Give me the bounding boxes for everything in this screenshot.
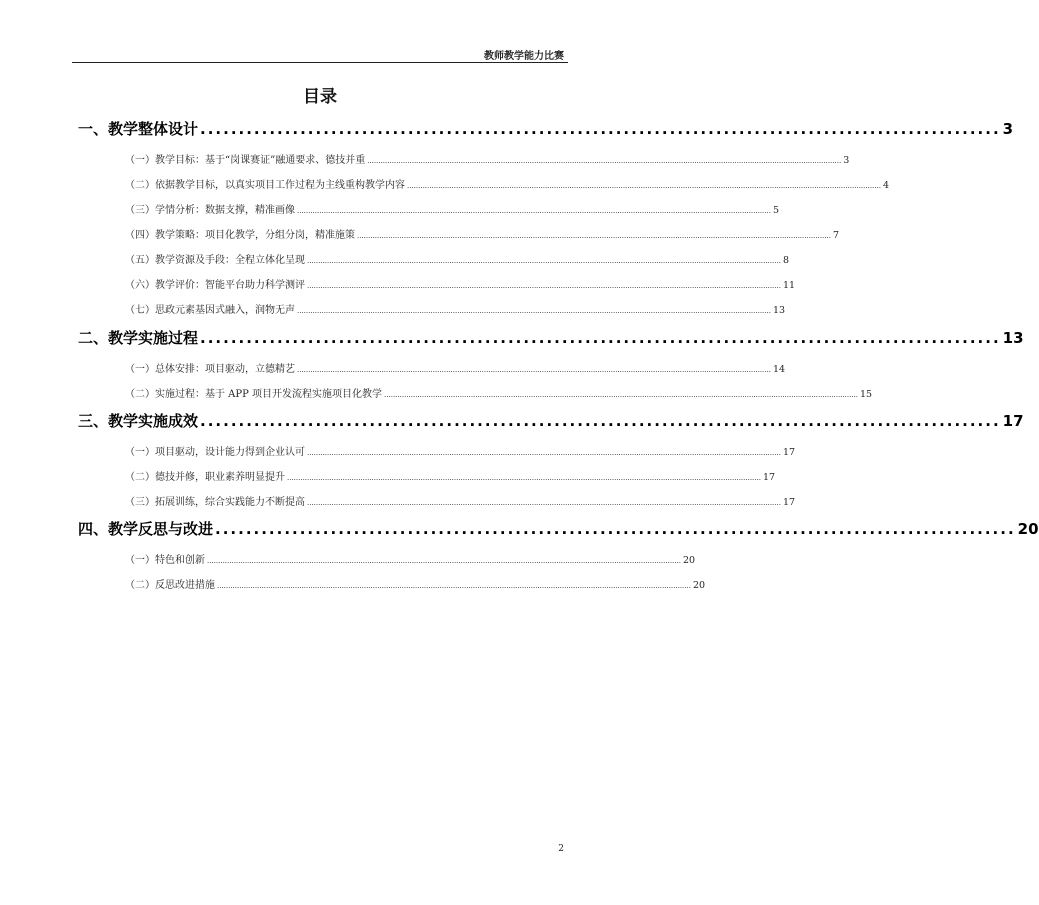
toc-entry[interactable] bbox=[125, 251, 789, 267]
entry-title: （二）实施过程：基于 APP 项目开发流程实施项目化教学 bbox=[125, 389, 383, 400]
section-number: 四、 bbox=[78, 520, 109, 538]
dot-leader: ..................................................................................................................................................................................................................... bbox=[407, 182, 881, 190]
entry-page: 20 bbox=[692, 580, 706, 591]
entry-page: 14 bbox=[772, 364, 786, 375]
dot-leader: ..................................................................................................................................................................................................................... bbox=[307, 282, 781, 290]
toc-entry[interactable] bbox=[125, 551, 696, 567]
toc-entry[interactable] bbox=[125, 576, 706, 592]
entry-title: （一）教学目标：基于“岗课赛证”融通要求、德技并重 bbox=[125, 155, 366, 166]
dot-leader: ..................................................................................................................................................................................................................... bbox=[287, 474, 761, 482]
dot-leader: ..................................................................................................................................................................................................................... bbox=[217, 582, 691, 590]
toc-section[interactable] bbox=[78, 327, 1024, 349]
entry-title: （一）总体安排：项目驱动，立德精艺 bbox=[125, 364, 295, 375]
entry-page: 17 bbox=[762, 472, 776, 483]
section-title: 教学实施过程 bbox=[108, 329, 199, 347]
dot-leader: ..................................................................................................................................................................................................................... bbox=[297, 366, 771, 374]
dot-leader: ........................................................................................................ bbox=[215, 520, 1016, 538]
toc-entry[interactable] bbox=[125, 226, 839, 242]
toc-entry[interactable] bbox=[125, 360, 786, 376]
entry-page: 8 bbox=[782, 255, 789, 266]
entry-page: 4 bbox=[882, 180, 889, 191]
dot-leader: ..................................................................................................................................................................................................................... bbox=[297, 207, 771, 215]
toc-entry[interactable] bbox=[125, 443, 796, 459]
section-page: 3 bbox=[1002, 120, 1014, 138]
entry-title: （七）思政元素基因式融入，润物无声 bbox=[125, 305, 295, 316]
toc-entry[interactable] bbox=[125, 176, 889, 192]
dot-leader: ..................................................................................................................................................................................................................... bbox=[297, 307, 771, 315]
section-page: 13 bbox=[1002, 329, 1024, 347]
section-number: 二、 bbox=[78, 329, 109, 347]
entry-title: （二）德技并修，职业素养明显提升 bbox=[125, 472, 285, 483]
entry-title: （一）特色和创新 bbox=[125, 555, 205, 566]
dot-leader: ..................................................................................................................................................................................................................... bbox=[307, 449, 781, 457]
toc-section[interactable] bbox=[78, 118, 1014, 140]
entry-title: （五）教学资源及手段：全程立体化呈现 bbox=[125, 255, 305, 266]
entry-title: （三）学情分析：数据支撑，精准画像 bbox=[125, 205, 295, 216]
toc-entry[interactable] bbox=[125, 385, 873, 401]
section-title: 教学反思与改进 bbox=[108, 520, 214, 538]
header-title: 教师教学能力比赛 bbox=[484, 51, 564, 62]
section-number: 三、 bbox=[78, 412, 109, 430]
toc-title: 目录 bbox=[303, 87, 337, 107]
toc-entry[interactable] bbox=[125, 301, 786, 317]
toc-entry[interactable] bbox=[125, 493, 796, 509]
dot-leader: ..................................................................................................................................................................................................................... bbox=[307, 499, 781, 507]
section-title: 教学实施成效 bbox=[108, 412, 199, 430]
section-number: 一、 bbox=[78, 120, 109, 138]
page-number: 2 bbox=[558, 844, 564, 854]
dot-leader: ..................................................................................................................................................................................................................... bbox=[367, 157, 842, 165]
section-page: 20 bbox=[1017, 520, 1039, 538]
entry-page: 11 bbox=[782, 280, 796, 291]
entry-title: （六）教学评价：智能平台助力科学测评 bbox=[125, 280, 305, 291]
entry-page: 3 bbox=[843, 155, 850, 166]
dot-leader: ..................................................................................................................................................................................................................... bbox=[357, 232, 831, 240]
entry-page: 17 bbox=[782, 497, 796, 508]
toc-section[interactable] bbox=[78, 518, 1039, 540]
toc-entry[interactable] bbox=[125, 201, 779, 217]
entry-title: （四）教学策略：项目化教学，分组分岗，精准施策 bbox=[125, 230, 355, 241]
entry-title: （二）反思改进措施 bbox=[125, 580, 215, 591]
dot-leader: ........................................................................................................ bbox=[200, 329, 1001, 347]
entry-page: 15 bbox=[860, 389, 873, 400]
entry-title: （一）项目驱动，设计能力得到企业认可 bbox=[125, 447, 305, 458]
toc-entry[interactable] bbox=[125, 151, 850, 167]
section-page: 17 bbox=[1002, 412, 1024, 430]
entry-page: 13 bbox=[772, 305, 786, 316]
dot-leader: ........................................................................................................ bbox=[200, 120, 1001, 138]
dot-leader: ..................................................................................................................................................................................................................... bbox=[307, 257, 781, 265]
section-title: 教学整体设计 bbox=[108, 120, 199, 138]
entry-title: （三）拓展训练，综合实践能力不断提高 bbox=[125, 497, 305, 508]
entry-page: 20 bbox=[682, 555, 696, 566]
dot-leader: ..................................................................................................................................................................................................................... bbox=[384, 391, 858, 399]
entry-page: 5 bbox=[772, 205, 779, 216]
dot-leader: ........................................................................................................ bbox=[200, 412, 1001, 430]
dot-leader: ..................................................................................................................................................................................................................... bbox=[207, 557, 681, 565]
toc-entry[interactable] bbox=[125, 276, 796, 292]
entry-title: （二）依据教学目标，以真实项目工作过程为主线重构教学内容 bbox=[125, 180, 405, 191]
entry-page: 17 bbox=[782, 447, 796, 458]
toc-entry[interactable] bbox=[125, 468, 776, 484]
toc-section[interactable] bbox=[78, 410, 1024, 432]
entry-page: 7 bbox=[832, 230, 839, 241]
